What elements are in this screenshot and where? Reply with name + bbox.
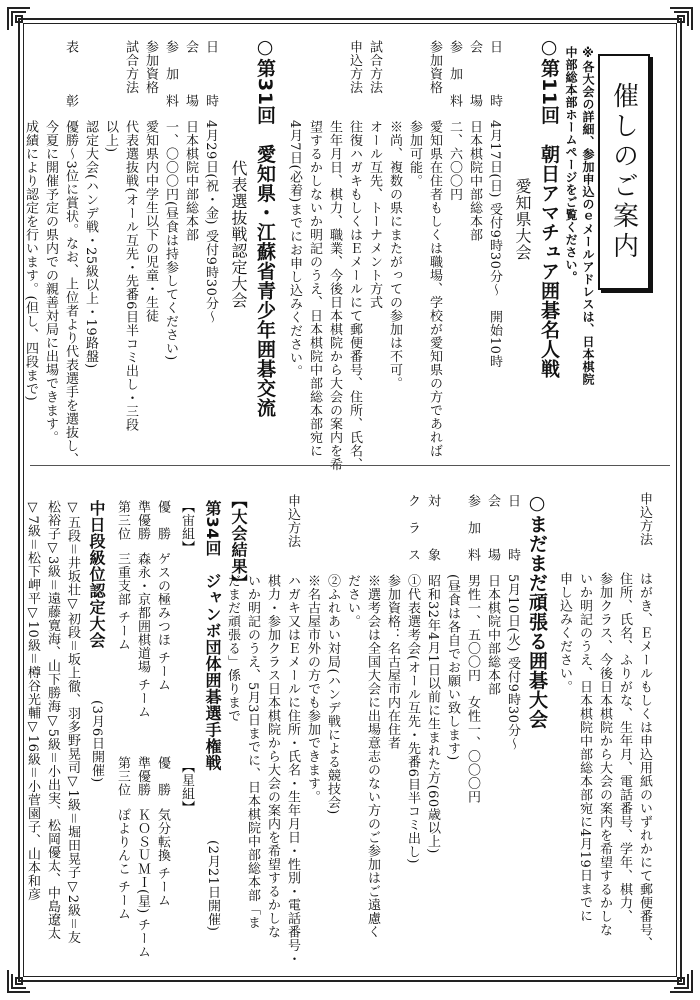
event2-heading: ○第31回 愛知県・江蘇省青少年囲碁交流 — [254, 36, 276, 418]
row-value: だまだ頑張る」係りまで — [225, 574, 240, 723]
result-team: ＫＯＳＵＭＩ(星) チーム — [135, 808, 150, 959]
cont1-line — [634, 492, 654, 950]
info-row — [344, 40, 364, 471]
row-value: 4月29日(祝・金) 受付9時30分～ — [203, 120, 218, 324]
result-row — [132, 500, 152, 719]
event1-heading: ○第11回 朝日アマチュア囲碁名人戦 — [538, 36, 560, 379]
result-rank: 第三位 — [115, 756, 130, 797]
row-value: 日本棋院中部総本部 — [485, 574, 500, 696]
row-value: 5月10日(火) 受付9時30分～ — [505, 574, 520, 751]
info-row — [462, 494, 482, 966]
row-value: 申し込みください。 — [557, 572, 572, 694]
jumbo-right-group: 【星組】 — [179, 760, 194, 814]
result-row — [112, 756, 132, 959]
info-row — [424, 40, 444, 471]
page-title: 催しのご案内 — [608, 82, 639, 262]
row-value: はがき、Ｅメールもしくは申込用紙のいずれかにて郵便番号、 — [637, 572, 652, 950]
section-divider — [30, 465, 670, 466]
corner-ornament-icon — [6, 6, 32, 32]
row-value: 参加資格：名古屋市内在住者 — [385, 574, 400, 750]
row-value: ハガキ又はＥメールに住所・氏名・生年月日・性別・電話番号・ — [285, 574, 300, 966]
row-value: ①代表選考会(オール互先・先番6目半コミ出し) — [405, 574, 420, 864]
row-label: 申込方法 — [285, 494, 300, 548]
info-row — [382, 494, 402, 966]
row-value: 優勝～3位に賞状。なお、上位者より代表選手を選抜し、 — [63, 120, 78, 467]
chunichi-line: 松裕子▽3級＝遠藤寛海、山下勝海▽5級＝小出実、松岡優太、中島遼太 — [45, 500, 60, 941]
info-row — [324, 40, 344, 471]
event3-body — [222, 494, 522, 966]
cont1-line — [594, 492, 614, 950]
row-label: ク ラ ス — [405, 494, 420, 562]
row-value: 昭和32年4月1日以前に生まれた方(60歳以上) — [425, 574, 440, 854]
result-row — [152, 500, 172, 719]
row-label: 会 場 — [467, 40, 482, 108]
row-value: 生年月日、棋力、職業、今後日本棋院から大会の案内を希 — [327, 120, 342, 471]
row-label: 申込方法 — [637, 492, 652, 546]
row-label: 対 象 — [425, 494, 440, 562]
chunichi-line: ▽7級＝松下岬平▽10級＝樽谷光輔▽16級＝小菅園子、山本和彦 — [25, 500, 40, 901]
row-value: 代表選抜戦(オール互先・先番6目半コミ出し・三段 — [123, 120, 138, 432]
info-row — [484, 40, 504, 471]
row-label: 参 加 料 — [465, 494, 480, 562]
info-row — [422, 494, 442, 966]
info-row — [140, 40, 160, 466]
info-row — [402, 494, 422, 966]
row-label: 試合方法 — [123, 40, 138, 94]
row-value: (昼食は各自でお願い致します) — [445, 574, 460, 761]
event3-heading: ○まだまだ頑張る囲碁大会 — [526, 492, 548, 729]
info-row — [444, 40, 464, 471]
result-team: 森永・京都囲棋道場 チーム — [135, 552, 150, 719]
result-rank: 準優勝 — [135, 500, 150, 541]
row-label: 参加資格 — [143, 40, 158, 94]
info-row — [40, 40, 60, 466]
row-value: 棋力・参加クラス日本棋院から大会の案内を希望するかしな — [265, 574, 280, 939]
row-value: 認定大会(ハンデ戦・25級以上・19路盤) — [83, 120, 98, 369]
event1-body — [284, 40, 504, 471]
row-label: 参加資格 — [427, 40, 442, 94]
row-label: 会 場 — [485, 494, 500, 562]
row-label: 参 加 料 — [447, 40, 462, 108]
result-team: ぽよりんこ チーム — [115, 808, 130, 921]
chunichi-date: (3月6日開催) — [89, 700, 104, 783]
row-value: 4月7日(必着)までにお申し込みください。 — [287, 120, 302, 379]
result-rank: 優 勝 — [155, 756, 170, 797]
row-value: 参加可能。 — [407, 120, 422, 188]
row-label: 試合方法 — [367, 40, 382, 94]
info-row — [304, 40, 324, 471]
row-label: 参 加 料 — [163, 40, 178, 108]
info-row — [200, 40, 220, 466]
row-value: 男性一、五〇〇円 女性一、〇〇〇円 — [465, 574, 480, 804]
info-row — [362, 494, 382, 966]
row-value: 愛知県内中学生以下の児童・生徒 — [143, 120, 158, 323]
row-value: 二、六〇〇円 — [447, 120, 462, 201]
info-row — [342, 494, 362, 966]
info-row — [180, 40, 200, 466]
row-value: 日本棋院中部総本部 — [467, 120, 482, 242]
row-value: 今夏に開催予定の県内での親善対局に出場できます。 — [43, 120, 58, 444]
info-row — [120, 40, 140, 466]
result-team: ゲスの極みつほ チーム — [155, 552, 170, 692]
cont1-line — [614, 492, 634, 950]
row-value: ②ふれあい対局(ハンデ戦による競技会) — [325, 574, 340, 815]
info-row — [60, 40, 80, 466]
info-row — [322, 494, 342, 966]
row-label: 日 時 — [505, 494, 520, 562]
result-team: 気分転換 チーム — [155, 808, 170, 908]
row-value: オール互先、トーナメント方式 — [367, 120, 382, 309]
result-row — [152, 756, 172, 959]
jumbo-left-group: 【宙組】 — [179, 500, 194, 554]
event2-subheading: 代表選抜戦認定大会 — [229, 160, 248, 309]
results-heading: 【大会結果】 — [229, 492, 248, 591]
row-value: 往復ハガキもしくはＥメールにて郵便番号、住所、氏名、 — [347, 120, 362, 471]
row-value: 愛知県在住者もしくは職場、学校が愛知県の方であれば — [427, 120, 442, 458]
row-value: 成績により認定を行います。(但し、四段まで) — [23, 120, 38, 402]
title-box — [598, 54, 650, 290]
result-row — [132, 756, 152, 959]
result-rank: 優 勝 — [155, 500, 170, 541]
jumbo-right-results — [112, 756, 172, 959]
chunichi-title: 中日段級位認定大会 — [87, 500, 106, 649]
chunichi-line: ▽五段＝井坂壮▽初段＝坂上徹、羽多野晃司▽1級＝堀田晃子▽2級＝友 — [65, 500, 80, 945]
info-row — [80, 40, 100, 466]
row-value: 望するかしないか明記のうえ、日本棋院中部総本部宛に — [307, 120, 322, 458]
corner-ornament-icon — [668, 968, 694, 994]
row-value: いか明記のうえ、5月3日までに、日本棋院中部総本部「ま — [245, 574, 260, 930]
row-label: 会 場 — [183, 40, 198, 108]
result-rank: 準優勝 — [135, 756, 150, 797]
row-value: 以上) — [103, 120, 118, 153]
row-value: 4月17日(日) 受付9時30分～ 開始10時 — [487, 120, 502, 368]
info-row — [160, 40, 180, 466]
info-row — [502, 494, 522, 966]
row-value: 日本棋院中部総本部 — [183, 120, 198, 242]
row-label: 日 時 — [487, 40, 502, 108]
info-row — [284, 40, 304, 471]
info-row — [262, 494, 282, 966]
info-row — [464, 40, 484, 471]
jumbo-date: (2月21日開催) — [205, 840, 220, 932]
cont1-body — [554, 492, 654, 950]
info-row — [384, 40, 404, 471]
row-value: 住所、氏名、ふりがな、生年月、電話番号、学年、棋力、 — [617, 572, 632, 923]
info-row — [404, 40, 424, 471]
result-row — [112, 500, 132, 719]
info-row — [442, 494, 462, 966]
chunichi-results — [22, 500, 82, 944]
info-row — [20, 40, 40, 466]
row-value: 一、〇〇〇円(昼食は持参してください) — [163, 120, 178, 361]
result-team: 三重支部 チーム — [115, 552, 130, 652]
row-value: ださい。 — [345, 574, 360, 628]
info-row — [100, 40, 120, 466]
row-value: ※名古屋市外の方でも参加できます。 — [305, 574, 320, 804]
info-row — [364, 40, 384, 471]
row-value: ※尚、複数の県にまたがっての参加は不可。 — [387, 120, 402, 390]
jumbo-left-results — [112, 500, 172, 719]
row-label: 日 時 — [203, 40, 218, 108]
row-label: 表 彰 — [63, 40, 78, 108]
notice: ※各大会の詳細、参加申込のｅメールアドレスは、日本棋院 中部総本部ホームページをご覧ください。 — [564, 46, 595, 386]
row-label: 申込方法 — [347, 40, 362, 94]
info-row — [302, 494, 322, 966]
info-row — [282, 494, 302, 966]
row-value: ※選考会は全国大会に出場意志のない方のご参加はご遠慮く — [365, 574, 380, 939]
row-value: いか明記のうえ、日本棋院中部総本部宛に4月19日までに — [577, 572, 592, 923]
event2-body — [20, 40, 220, 466]
cont1-line — [574, 492, 594, 950]
jumbo-title: 第34回 ジャンボ団体囲碁選手権戦 — [203, 500, 222, 771]
corner-ornament-icon — [668, 6, 694, 32]
row-value: 参加クラス、今後日本棋院から大会の案内を希望するかしな — [597, 572, 612, 937]
info-row — [482, 494, 502, 966]
corner-ornament-icon — [6, 968, 32, 994]
result-rank: 第三位 — [115, 500, 130, 541]
cont1-line — [554, 492, 574, 950]
event1-subheading: 愛知県大会 — [513, 178, 532, 261]
